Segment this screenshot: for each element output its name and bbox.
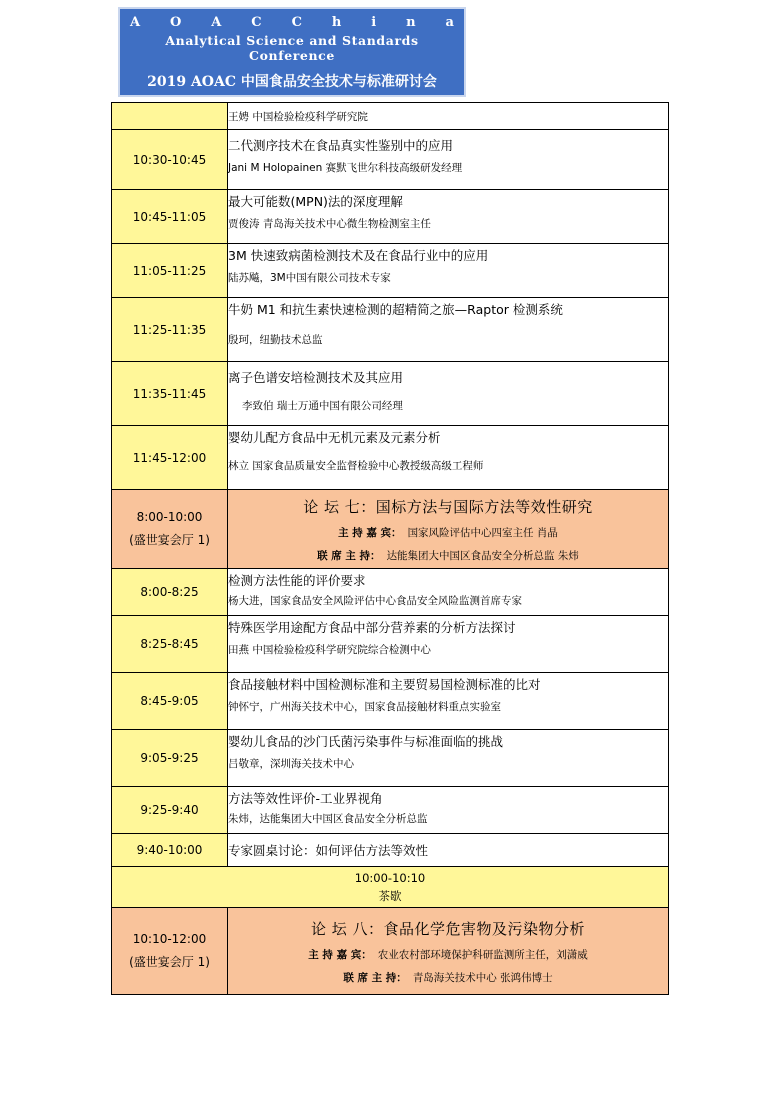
speaker-text: 王娉 中国检验检疫科学研究院 xyxy=(228,110,368,123)
session-cell xyxy=(228,298,669,362)
conference-banner xyxy=(118,7,466,97)
time-cell: 9:40-10:00 xyxy=(112,834,228,867)
banner-letter: h xyxy=(331,15,342,30)
forum-time: 8:00-10:00 xyxy=(136,510,203,525)
session-cell xyxy=(228,834,669,867)
forum-room: (盛世宴会厅 1) xyxy=(129,533,210,547)
banner-letter: i xyxy=(371,15,377,30)
host-name: 农业农村部环境保护科研监测所主任，刘潇威 xyxy=(377,948,588,961)
session-cell xyxy=(228,569,669,616)
time-cell xyxy=(112,103,228,130)
forum-cohost-line xyxy=(228,548,668,563)
banner-letter: O xyxy=(170,15,182,30)
table-row xyxy=(112,103,669,130)
speaker-text: 陆苏飚，3M中国有限公司技术专家 xyxy=(228,272,391,284)
forum-room: (盛世宴会厅 1) xyxy=(129,955,210,969)
table-row xyxy=(112,130,669,190)
table-row xyxy=(112,673,669,730)
speaker-text: Jani M Holopainen 赛默飞世尔科技高级研发经理 xyxy=(228,162,463,174)
forum-info-cell xyxy=(228,908,669,995)
time-cell: 10:30-10:45 xyxy=(112,130,228,190)
break-label: 茶歇 xyxy=(378,888,402,903)
banner-letter: n xyxy=(406,15,416,30)
table-row xyxy=(112,190,669,244)
session-cell xyxy=(228,426,669,490)
forum-title: 论 坛 八：食品化学危害物及污染物分析 xyxy=(310,919,586,938)
speaker-text: 田燕 中国检验检疫科学研究院综合检测中心 xyxy=(228,644,431,656)
time-cell: 8:45-9:05 xyxy=(112,673,228,730)
time-cell: 11:45-12:00 xyxy=(112,426,228,490)
table-row xyxy=(112,834,669,867)
speaker-text: 贾俊涛 青岛海关技术中心微生物检测室主任 xyxy=(228,218,431,230)
schedule-table xyxy=(111,102,669,995)
forum-time-cell xyxy=(112,490,228,569)
talk-title: 3M 快速致病菌检测技术及在食品行业中的应用 xyxy=(228,248,489,263)
session-cell xyxy=(228,730,669,787)
talk-title: 婴幼儿食品的沙门氏菌污染事件与标准面临的挑战 xyxy=(228,734,504,749)
talk-title: 方法等效性评价-工业界视角 xyxy=(228,791,383,806)
speaker-text: 林立 国家食品质量安全监督检验中心教授级高级工程师 xyxy=(228,460,484,472)
session-cell xyxy=(228,103,669,130)
break-time: 10:00-10:10 xyxy=(354,870,426,885)
session-cell xyxy=(228,616,669,673)
time-cell: 11:05-11:25 xyxy=(112,244,228,298)
forum-host-line xyxy=(228,525,668,540)
session-cell xyxy=(228,244,669,298)
time-cell: 8:00-8:25 xyxy=(112,569,228,616)
cohost-label: 联 席 主 持： xyxy=(343,971,407,984)
session-cell xyxy=(228,130,669,190)
host-label: 主 持 嘉 宾： xyxy=(338,526,402,539)
talk-title: 特殊医学用途配方食品中部分营养素的分析方法探讨 xyxy=(228,620,516,635)
talk-title: 离子色谱安培检测技术及其应用 xyxy=(228,370,404,385)
forum-time-cell xyxy=(112,908,228,995)
banner-letter: A xyxy=(130,15,141,30)
time-cell: 11:25-11:35 xyxy=(112,298,228,362)
forum-cohost-line xyxy=(228,970,668,985)
forum-host-line xyxy=(228,947,668,962)
session-cell xyxy=(228,362,669,426)
talk-title: 二代测序技术在食品真实性鉴别中的应用 xyxy=(228,138,454,153)
speaker-text: 朱炜，达能集团大中国区食品安全分析总监 xyxy=(228,813,428,825)
forum-info-cell xyxy=(228,490,669,569)
table-row xyxy=(112,616,669,673)
break-cell xyxy=(112,867,669,908)
banner-line-3: 2019 AOAC 中国食品安全技术与标准研讨会 xyxy=(147,74,437,90)
table-row xyxy=(112,426,669,490)
talk-title: 婴幼儿配方食品中无机元素及元素分析 xyxy=(228,430,441,445)
table-row xyxy=(112,569,669,616)
banner-letter: A xyxy=(211,15,222,30)
banner-letter: a xyxy=(445,15,454,30)
talk-title: 最大可能数(MPN)法的深度理解 xyxy=(228,194,403,209)
cohost-name: 达能集团大中国区食品安全分析总监 朱炜 xyxy=(386,549,579,562)
table-row xyxy=(112,787,669,834)
forum-time: 10:10-12:00 xyxy=(132,932,207,947)
talk-title: 检测方法性能的评价要求 xyxy=(228,573,366,588)
session-cell xyxy=(228,787,669,834)
talk-title: 食品接触材料中国检测标准和主要贸易国检测标准的比对 xyxy=(228,677,541,692)
table-row xyxy=(112,730,669,787)
forum-title: 论 坛 七：国标方法与国际方法等效性研究 xyxy=(303,497,593,516)
table-row xyxy=(112,298,669,362)
forum-header-row xyxy=(112,908,669,995)
speaker-text: 吕敬章，深圳海关技术中心 xyxy=(228,758,354,770)
session-cell xyxy=(228,190,669,244)
table-row xyxy=(112,362,669,426)
table-row xyxy=(112,244,669,298)
speaker-text: 殷珂，纽勤技术总监 xyxy=(228,334,323,346)
time-cell: 9:05-9:25 xyxy=(112,730,228,787)
host-name: 国家风险评估中心四室主任 肖晶 xyxy=(407,526,558,539)
session-cell xyxy=(228,673,669,730)
banner-letter: C xyxy=(251,15,262,30)
banner-line-1 xyxy=(120,15,464,30)
talk-title: 牛奶 M1 和抗生素快速检测的超精简之旅—Raptor 检测系统 xyxy=(228,302,563,317)
host-label: 主 持 嘉 宾： xyxy=(308,948,372,961)
speaker-text: 杨大进，国家食品安全风险评估中心食品安全风险监测首席专家 xyxy=(228,595,522,607)
forum-header-row xyxy=(112,490,669,569)
time-cell: 9:25-9:40 xyxy=(112,787,228,834)
time-cell: 8:25-8:45 xyxy=(112,616,228,673)
speaker-text: 李致伯 瑞士万通中国有限公司经理 xyxy=(242,400,403,412)
time-cell: 11:35-11:45 xyxy=(112,362,228,426)
time-cell: 10:45-11:05 xyxy=(112,190,228,244)
break-row xyxy=(112,867,669,908)
banner-line-2: Analytical Science and Standards Conference xyxy=(165,33,419,63)
banner-letter: C xyxy=(291,15,302,30)
talk-title: 专家圆桌讨论：如何评估方法等效性 xyxy=(228,843,429,858)
speaker-text: 钟怀宁，广州海关技术中心，国家食品接触材料重点实验室 xyxy=(228,701,501,713)
cohost-label: 联 席 主 持： xyxy=(317,549,381,562)
cohost-name: 青岛海关技术中心 张鸿伟博士 xyxy=(412,971,553,984)
